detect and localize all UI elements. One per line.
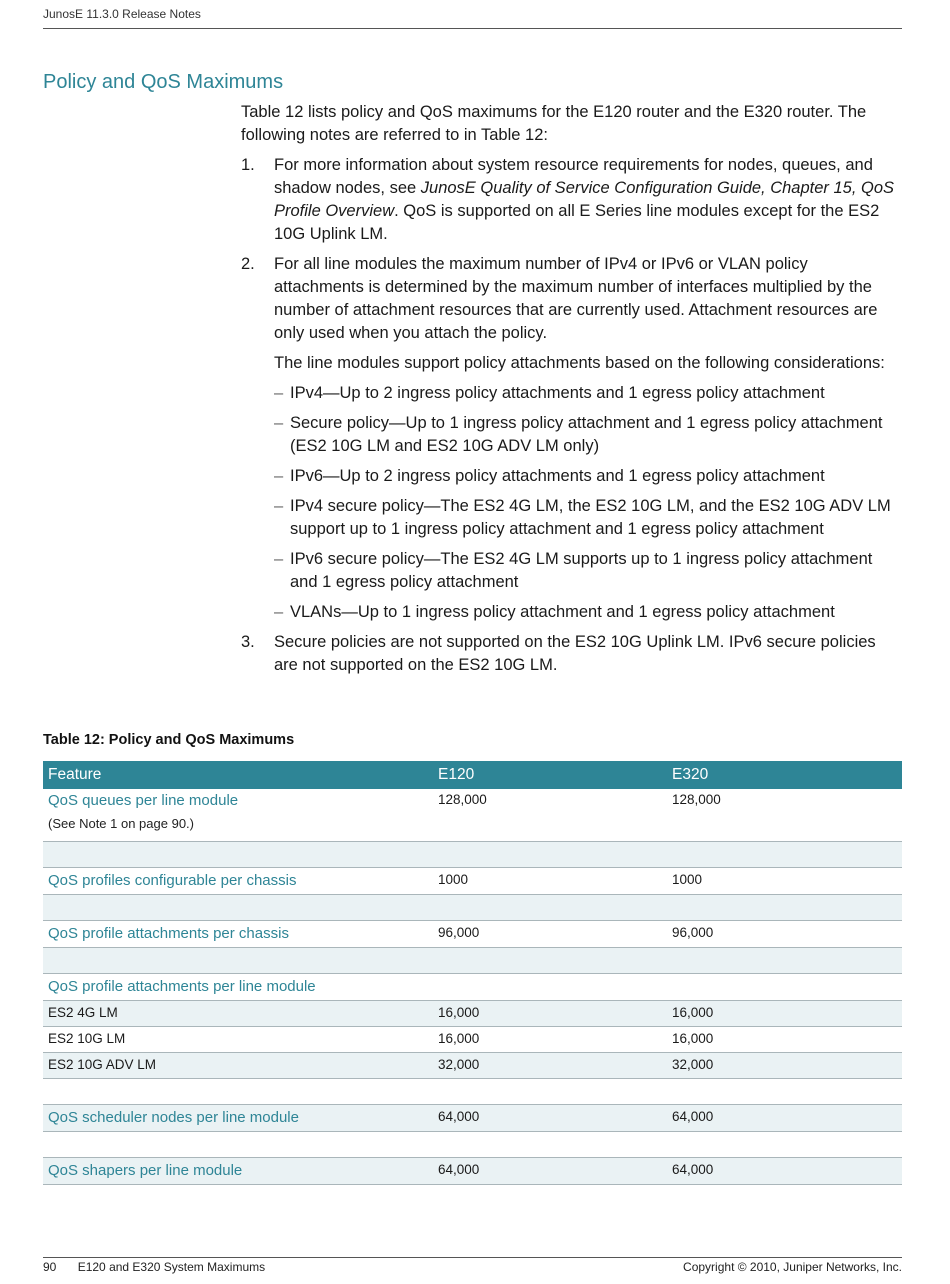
feature-link[interactable]: QoS profile attachments per chassis: [48, 924, 289, 942]
e320-cell: 64,000: [667, 1104, 902, 1131]
spacer-row: [43, 1131, 902, 1157]
dash-icon: –: [274, 550, 284, 568]
note-2-paragraph: For all line modules the maximum number of IPv4 or IPv6 or VLAN policy attachments is determined by the maximum number of interfaces multiplied by the number of attachment resources that are currently used. Attachment resources are only used when you attach the policy.: [274, 255, 878, 342]
feature-cell: [43, 789, 433, 841]
e120-cell: [433, 973, 667, 1000]
bullet-item: – IPv4—Up to 2 ingress policy attachments and 1 egress policy attachment: [274, 382, 901, 405]
note-2-considerations: The line modules support policy attachments based on the following considerations:: [274, 354, 885, 372]
section-title: Policy and QoS Maximums: [43, 71, 284, 93]
feature-cell: [43, 973, 433, 1000]
feature-link[interactable]: QoS profile attachments per line module: [48, 977, 316, 995]
table-row: [43, 1000, 902, 1026]
e320-cell: [667, 973, 902, 1000]
e120-cell: 128,000: [433, 789, 667, 841]
table-row: [43, 1052, 902, 1078]
spacer-row: [43, 894, 902, 920]
bullet-item: – VLANs—Up to 1 ingress policy attachment and 1 egress policy attachment: [274, 601, 901, 624]
note-number: 2.: [241, 255, 255, 273]
e120-cell: 32,000: [433, 1052, 667, 1078]
spacer-row: [43, 947, 902, 973]
bullet-item: – IPv6 secure policy—The ES2 4G LM supports up to 1 ingress policy attachment and 1 egress policy attachment: [274, 550, 873, 591]
footer-left: [43, 1260, 265, 1274]
feature-cell: ES2 10G LM: [43, 1026, 433, 1052]
bullet-item: – IPv4 secure policy—The ES2 4G LM, the ES2 10G LM, and the ES2 10G ADV LM support up to 1 ingress policy attachment and 1 egress policy attachment: [274, 497, 891, 538]
bullet-item: – IPv6—Up to 2 ingress policy attachments and 1 egress policy attachment: [274, 465, 901, 488]
e120-cell: 16,000: [433, 1000, 667, 1026]
page-number: 90: [43, 1260, 57, 1274]
table-header-row: [43, 761, 902, 789]
table-row: [43, 1157, 902, 1184]
note-3: [241, 631, 901, 677]
feature-link[interactable]: QoS shapers per line module: [48, 1161, 243, 1179]
dash-icon: –: [274, 467, 284, 485]
e120-cell: 16,000: [433, 1026, 667, 1052]
feature-link[interactable]: QoS profiles configurable per chassis: [48, 871, 297, 889]
feature-cell: [43, 1104, 433, 1131]
feature-link[interactable]: QoS scheduler nodes per line module: [48, 1108, 299, 1126]
header-divider: [43, 28, 902, 29]
table-row: [43, 867, 902, 894]
body-text: [241, 101, 901, 684]
e320-cell: 64,000: [667, 1157, 902, 1184]
table-caption: Table 12: Policy and QoS Maximums: [43, 732, 295, 748]
column-header-e120: E120: [433, 761, 667, 789]
running-header: JunosE 11.3.0 Release Notes: [43, 7, 201, 21]
dash-icon: –: [274, 497, 284, 515]
guide-reference: JunosE Quality of Service Configuration Guide, Chapter 15, QoS Profile Overview: [274, 179, 895, 220]
e320-cell: 16,000: [667, 1026, 902, 1052]
table-row: [43, 920, 902, 947]
table-row: [43, 1104, 902, 1131]
dash-icon: –: [274, 384, 284, 402]
feature-cell: ES2 10G ADV LM: [43, 1052, 433, 1078]
feature-link[interactable]: QoS queues per line module: [48, 792, 239, 809]
column-header-feature: Feature: [43, 761, 433, 789]
dash-icon: –: [274, 414, 284, 432]
table-row: [43, 1026, 902, 1052]
e320-cell: 16,000: [667, 1000, 902, 1026]
maximums-table: [43, 761, 902, 1185]
note-number: 3.: [241, 633, 255, 651]
note-1-text: For more information about system resource requirements for nodes, queues, and shadow nodes, see JunosE Quality of Service Configuration Guide, Chapter 15, QoS Profile Overview. QoS is supported on all E Series line modules except for the ES2 10G Uplink LM.: [274, 156, 895, 243]
note-reference: (See Note 1 on page 90.): [48, 816, 194, 831]
table-row: [43, 973, 902, 1000]
dash-icon: –: [274, 603, 284, 621]
note-1: [241, 154, 901, 246]
e320-cell: 32,000: [667, 1052, 902, 1078]
bullet-item: – Secure policy—Up to 1 ingress policy attachment and 1 egress policy attachment (ES2 10G LM and ES2 10G ADV LM only): [274, 414, 883, 455]
e320-cell: 128,000: [667, 789, 902, 841]
footer-divider: [43, 1257, 902, 1258]
copyright-notice: Copyright © 2010, Juniper Networks, Inc.: [683, 1260, 902, 1274]
note-2: [241, 253, 901, 624]
e120-cell: 1000: [433, 867, 667, 894]
footer-section-name: E120 and E320 System Maximums: [77, 1260, 266, 1274]
note-3-text: Secure policies are not supported on the ES2 10G Uplink LM. IPv6 secure policies are not supported on the ES2 10G LM.: [274, 633, 876, 674]
column-header-e320: E320: [667, 761, 902, 789]
e120-cell: 64,000: [433, 1104, 667, 1131]
spacer-row: [43, 1078, 902, 1104]
note-number: 1.: [241, 156, 255, 174]
e320-cell: 1000: [667, 867, 902, 894]
e120-cell: 64,000: [433, 1157, 667, 1184]
table-row: [43, 789, 902, 841]
e320-cell: 96,000: [667, 920, 902, 947]
spacer-row: [43, 841, 902, 867]
feature-cell: [43, 920, 433, 947]
e120-cell: 96,000: [433, 920, 667, 947]
intro-paragraph: Table 12 lists policy and QoS maximums for the E120 router and the E320 router. The following notes are referred to in Table 12:: [241, 103, 867, 144]
feature-cell: [43, 1157, 433, 1184]
feature-cell: ES2 4G LM: [43, 1000, 433, 1026]
feature-cell: [43, 867, 433, 894]
